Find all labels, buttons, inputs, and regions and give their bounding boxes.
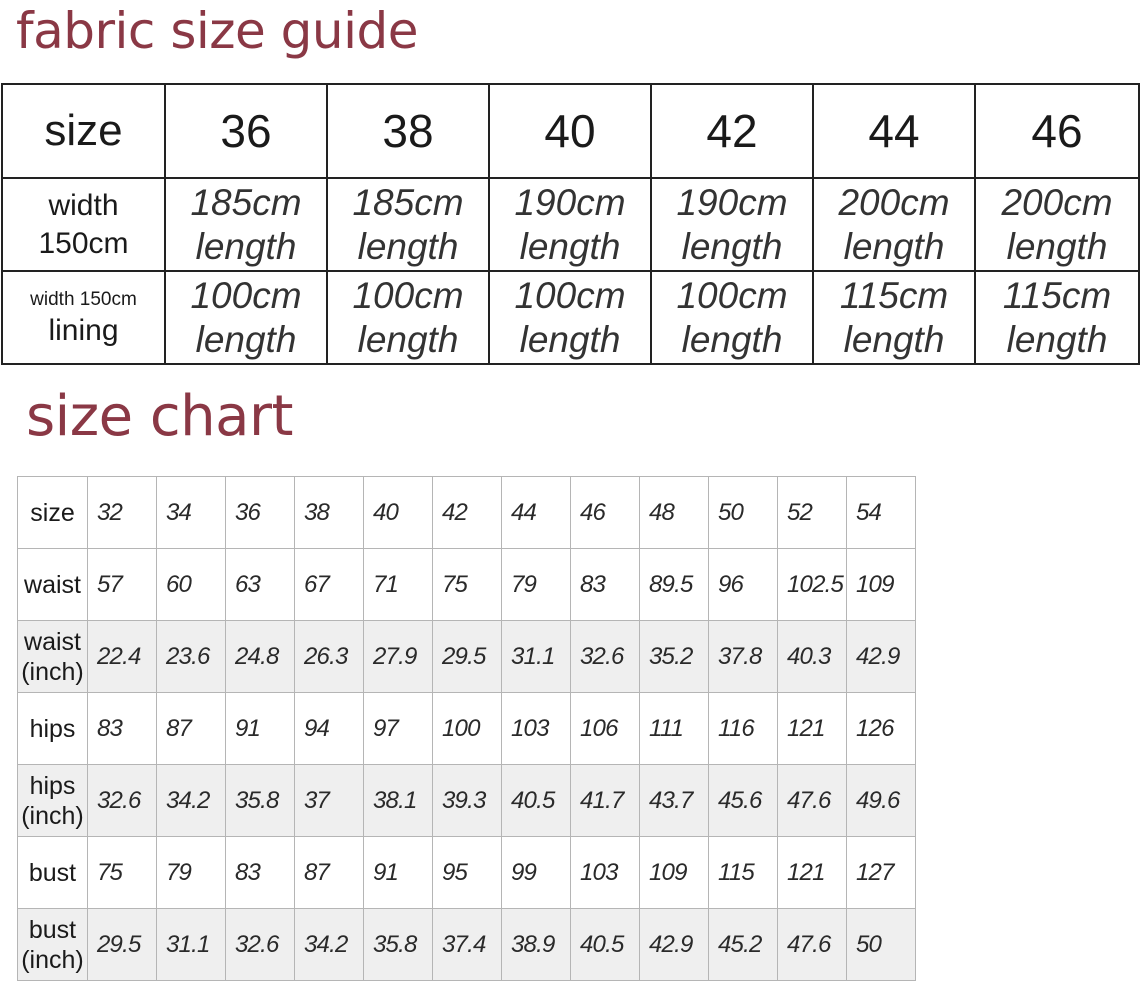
size-chart-cell: 22.4 <box>88 621 157 693</box>
fabric-amount-cell <box>651 178 813 271</box>
size-chart-cell: 42.9 <box>847 621 916 693</box>
size-chart-cell: 115 <box>709 837 778 909</box>
size-chart-cell: 24.8 <box>226 621 295 693</box>
size-chart-cell: 97 <box>364 693 433 765</box>
size-chart-cell: 29.5 <box>88 909 157 981</box>
fabric-amount: 100cm <box>190 274 302 316</box>
fabric-header-row <box>2 84 1139 178</box>
size-chart-cell: 47.6 <box>778 909 847 981</box>
fabric-row-lining <box>2 271 1139 364</box>
size-chart-cell: 103 <box>502 693 571 765</box>
fabric-amount: 115cm <box>1002 274 1112 316</box>
fabric-amount-cell <box>489 271 651 364</box>
fabric-header-label-cell <box>2 84 165 178</box>
fabric-size-value: 40 <box>544 105 596 157</box>
size-chart-cell: 54 <box>847 477 916 549</box>
size-chart-cell: 47.6 <box>778 765 847 837</box>
size-chart-cell: 29.5 <box>433 621 502 693</box>
size-chart-cell: 95 <box>433 837 502 909</box>
fabric-unit: length <box>1006 318 1108 360</box>
fabric-row-label-line1: width <box>48 188 119 222</box>
size-chart-cell: 126 <box>847 693 916 765</box>
size-chart-cell: 94 <box>295 693 364 765</box>
size-chart-cell: 44 <box>502 477 571 549</box>
fabric-amount-cell <box>327 178 489 271</box>
size-chart-cell: 27.9 <box>364 621 433 693</box>
fabric-amount: 185cm <box>190 181 302 223</box>
fabric-unit: length <box>843 225 945 267</box>
size-chart-cell: 32.6 <box>88 765 157 837</box>
size-chart-cell: 60 <box>157 549 226 621</box>
fabric-unit: length <box>195 318 297 360</box>
size-chart-cell: 121 <box>778 837 847 909</box>
size-chart-row <box>18 765 916 837</box>
size-chart-cell: 100 <box>433 693 502 765</box>
size-chart-cell: 35.8 <box>364 909 433 981</box>
size-chart-row-label: waist <box>18 549 88 621</box>
fabric-amount-cell <box>165 178 327 271</box>
fabric-amount-cell <box>489 178 651 271</box>
size-chart-cell: 45.6 <box>709 765 778 837</box>
size-chart-cell: 35.8 <box>226 765 295 837</box>
size-chart-cell: 50 <box>847 909 916 981</box>
fabric-unit: length <box>1006 225 1108 267</box>
size-chart-cell: 45.2 <box>709 909 778 981</box>
fabric-guide-title: fabric size guide <box>16 2 418 60</box>
size-chart-cell: 34.2 <box>295 909 364 981</box>
size-chart-cell: 37.8 <box>709 621 778 693</box>
size-chart-cell: 40.5 <box>502 765 571 837</box>
fabric-row-label-line2: lining <box>48 313 119 347</box>
size-chart-cell: 37.4 <box>433 909 502 981</box>
fabric-row-label-line2: 150cm <box>38 226 129 260</box>
fabric-amount: 100cm <box>352 274 464 316</box>
size-chart-title: size chart <box>26 384 293 449</box>
size-chart-cell: 91 <box>226 693 295 765</box>
fabric-unit: length <box>681 318 783 360</box>
size-chart-cell: 42 <box>433 477 502 549</box>
size-chart-row <box>18 909 916 981</box>
size-chart-cell: 83 <box>226 837 295 909</box>
size-chart-cell: 37 <box>295 765 364 837</box>
fabric-row-label-line1: width 150cm <box>30 288 137 310</box>
size-chart-cell: 96 <box>709 549 778 621</box>
size-chart-cell: 111 <box>640 693 709 765</box>
size-chart-cell: 43.7 <box>640 765 709 837</box>
size-chart-cell: 32 <box>88 477 157 549</box>
fabric-amount-cell <box>975 178 1139 271</box>
size-chart-cell: 38.9 <box>502 909 571 981</box>
size-chart-cell: 102.5 <box>778 549 847 621</box>
size-chart-cell: 116 <box>709 693 778 765</box>
fabric-amount-cell <box>327 271 489 364</box>
fabric-row-label-cell <box>2 271 165 364</box>
size-chart-cell: 63 <box>226 549 295 621</box>
size-chart-row-label: waist (inch) <box>18 621 88 693</box>
fabric-unit: length <box>357 318 459 360</box>
size-chart-cell: 127 <box>847 837 916 909</box>
size-chart-cell: 23.6 <box>157 621 226 693</box>
fabric-amount-cell <box>651 271 813 364</box>
fabric-size-cell <box>165 84 327 178</box>
size-chart-row-label: bust (inch) <box>18 909 88 981</box>
size-chart-cell: 50 <box>709 477 778 549</box>
size-chart-row-label: size <box>18 477 88 549</box>
fabric-amount: 185cm <box>352 181 464 223</box>
size-chart-row <box>18 477 916 549</box>
fabric-unit: length <box>519 225 621 267</box>
size-chart-cell: 57 <box>88 549 157 621</box>
fabric-amount-cell <box>813 178 975 271</box>
fabric-amount: 200cm <box>1001 181 1113 223</box>
size-chart-cell: 42.9 <box>640 909 709 981</box>
size-chart-row <box>18 837 916 909</box>
fabric-size-value: 36 <box>220 105 272 157</box>
size-chart-cell: 99 <box>502 837 571 909</box>
size-chart-cell: 121 <box>778 693 847 765</box>
fabric-size-cell <box>489 84 651 178</box>
fabric-size-cell <box>327 84 489 178</box>
fabric-amount-cell <box>975 271 1139 364</box>
fabric-amount: 190cm <box>514 181 626 223</box>
size-chart-cell: 52 <box>778 477 847 549</box>
size-chart-cell: 36 <box>226 477 295 549</box>
size-chart-cell: 79 <box>502 549 571 621</box>
size-chart-cell: 49.6 <box>847 765 916 837</box>
fabric-size-cell <box>975 84 1139 178</box>
size-chart-cell: 34 <box>157 477 226 549</box>
size-chart-cell: 48 <box>640 477 709 549</box>
size-chart-cell: 40.5 <box>571 909 640 981</box>
fabric-unit: length <box>681 225 783 267</box>
size-chart-cell: 34.2 <box>157 765 226 837</box>
size-chart-cell: 109 <box>847 549 916 621</box>
size-chart-cell: 89.5 <box>640 549 709 621</box>
size-chart-cell: 87 <box>295 837 364 909</box>
fabric-amount: 190cm <box>676 181 788 223</box>
fabric-size-cell <box>651 84 813 178</box>
fabric-amount-cell <box>165 271 327 364</box>
fabric-unit: length <box>843 318 945 360</box>
size-chart-cell: 106 <box>571 693 640 765</box>
fabric-size-value: 44 <box>868 105 920 157</box>
size-chart-row-label: bust <box>18 837 88 909</box>
size-chart-cell: 83 <box>88 693 157 765</box>
size-chart-cell: 67 <box>295 549 364 621</box>
fabric-size-value: 38 <box>382 105 434 157</box>
size-chart-row <box>18 549 916 621</box>
size-chart-row <box>18 621 916 693</box>
size-chart-cell: 31.1 <box>502 621 571 693</box>
size-chart-cell: 40.3 <box>778 621 847 693</box>
size-chart-cell: 71 <box>364 549 433 621</box>
fabric-unit: length <box>357 225 459 267</box>
size-chart-cell: 75 <box>88 837 157 909</box>
fabric-size-value: 46 <box>1031 105 1083 157</box>
fabric-row-main <box>2 178 1139 271</box>
size-chart-cell: 83 <box>571 549 640 621</box>
size-chart-row-label: hips (inch) <box>18 765 88 837</box>
fabric-amount: 115cm <box>839 274 949 316</box>
size-chart-cell: 79 <box>157 837 226 909</box>
size-chart-cell: 35.2 <box>640 621 709 693</box>
size-chart-row-label: hips <box>18 693 88 765</box>
size-chart-cell: 40 <box>364 477 433 549</box>
fabric-amount: 200cm <box>838 181 950 223</box>
size-chart-cell: 32.6 <box>226 909 295 981</box>
fabric-row-label-cell <box>2 178 165 271</box>
size-chart-table <box>17 476 916 981</box>
fabric-guide-table <box>1 83 1140 365</box>
size-chart-cell: 32.6 <box>571 621 640 693</box>
size-chart-cell: 26.3 <box>295 621 364 693</box>
fabric-size-cell <box>813 84 975 178</box>
fabric-size-label: size <box>44 106 123 155</box>
fabric-unit: length <box>519 318 621 360</box>
size-chart-body <box>18 477 916 981</box>
size-chart-row <box>18 693 916 765</box>
size-chart-cell: 75 <box>433 549 502 621</box>
size-chart-cell: 38 <box>295 477 364 549</box>
fabric-amount: 100cm <box>514 274 626 316</box>
fabric-amount-cell <box>813 271 975 364</box>
size-chart-cell: 31.1 <box>157 909 226 981</box>
fabric-amount: 100cm <box>676 274 788 316</box>
size-chart-cell: 109 <box>640 837 709 909</box>
size-chart-cell: 38.1 <box>364 765 433 837</box>
size-chart-cell: 91 <box>364 837 433 909</box>
fabric-unit: length <box>195 225 297 267</box>
size-chart-cell: 87 <box>157 693 226 765</box>
size-chart-cell: 39.3 <box>433 765 502 837</box>
size-chart-cell: 41.7 <box>571 765 640 837</box>
fabric-size-value: 42 <box>706 105 758 157</box>
size-chart-cell: 103 <box>571 837 640 909</box>
size-chart-cell: 46 <box>571 477 640 549</box>
